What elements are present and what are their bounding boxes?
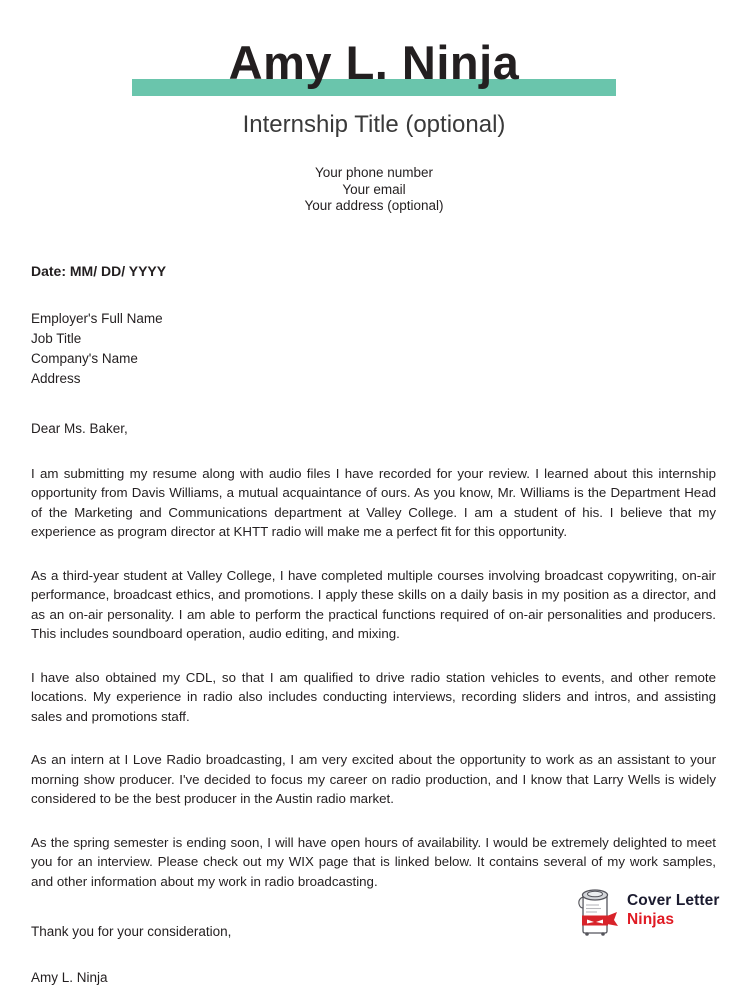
logo-text-cover-letter: Cover Letter — [627, 893, 720, 909]
job-title-subtitle: Internship Title (optional) — [0, 110, 748, 140]
body-paragraph-2: As a third-year student at Valley College, I have completed multiple courses involving broadcast copywriting, on-air performance, broadcast ethics, and promotions. I apply these skills on a daily basis in my position as a director, and as an on-air personality. I am able to perform the practical functions required of on-air personalities and producers. This includes soundboard operation, audio editing, and mixing. — [31, 566, 716, 644]
recipient-address: Address — [31, 369, 716, 389]
contact-email: Your email — [0, 182, 748, 199]
recipient-company: Company's Name — [31, 349, 716, 369]
signature-name: Amy L. Ninja — [31, 969, 716, 987]
recipient-name: Employer's Full Name — [31, 309, 716, 329]
ninja-scroll-icon — [572, 884, 618, 936]
contact-phone: Your phone number — [0, 165, 748, 182]
cover-letter-ninjas-logo — [572, 884, 720, 936]
applicant-name: Amy L. Ninja — [0, 34, 748, 92]
closing-line: Thank you for your consideration, — [31, 923, 716, 941]
body-paragraph-3: I have also obtained my CDL, so that I am qualified to drive radio station vehicles to events, and other remote locations. My experience in radio also includes conducting interviews, recording sliders and intros, and assisting sales and promotions staff. — [31, 668, 716, 727]
letter-date: Date: MM/ DD/ YYYY — [31, 262, 716, 280]
name-block — [0, 34, 748, 96]
body-paragraph-5: As the spring semester is ending soon, I will have open hours of availability. I would be extremely delighted to meet you for an interview. Please check out my WIX page that is linked below. It contains several of my work samples, and other information about my work in radio broadcasting. — [31, 833, 716, 892]
recipient-block — [31, 309, 716, 389]
recipient-job-title: Job Title — [31, 329, 716, 349]
body-paragraph-1: I am submitting my resume along with audio files I have recorded for your review. I learned about this internship opportunity from Davis Williams, a mutual acquaintance of ours. As you know, Mr. Williams is the Department Head of the Marketing and Communications department at Valley College. I am a student of his. I believe that my experience as program director at KHTT radio will make me a perfect fit for this opportunity. — [31, 464, 716, 542]
letter-header — [0, 0, 748, 215]
body-paragraph-4: As an intern at I Love Radio broadcasting, I am very excited about the opportunity to work as an assistant to your morning show producer. I've decided to focus my career on radio production, and I know that Larry Wells is widely considered to be the best producer in the Austin radio market. — [31, 750, 716, 809]
logo-wordmark — [627, 893, 720, 927]
contact-address: Your address (optional) — [0, 198, 748, 215]
logo-text-ninjas: Ninjas — [627, 912, 720, 928]
contact-block — [0, 165, 748, 215]
letter-body — [31, 262, 716, 987]
salutation: Dear Ms. Baker, — [31, 420, 716, 438]
